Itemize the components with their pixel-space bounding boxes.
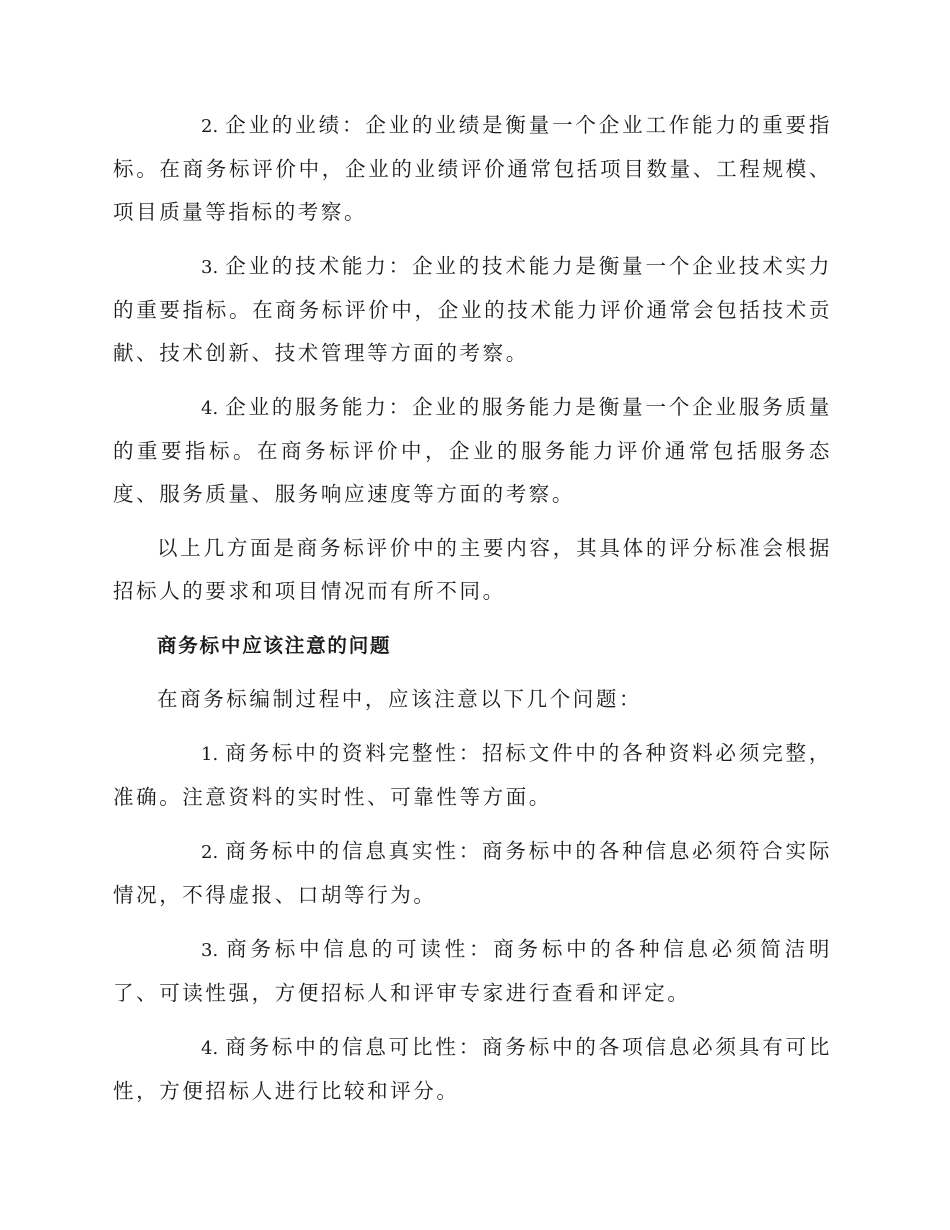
list-item-performance: [113, 104, 832, 234]
section-heading: 商务标中应该注意的问题: [157, 634, 392, 657]
list-number: 1.: [201, 744, 219, 765]
list-number: 4.: [201, 398, 219, 419]
list-number: 2.: [201, 116, 219, 137]
list-item-text: 企业的服务能力：企业的服务能力是衡量一个企业服务质量的重要指标。在商务标评价中，企业的服务能力评价通常包括服务态度、服务质量、服务响应速度等方面的考察。: [113, 395, 832, 506]
list-number: 3.: [201, 257, 219, 278]
intro-paragraph: 在商务标编制过程中，应该注意以下几个问题：: [157, 687, 643, 711]
list-item-comparability: [113, 1026, 832, 1113]
list-item-readability: [113, 928, 832, 1015]
list-item-text: 企业的业绩：企业的业绩是衡量一个企业工作能力的重要指标。在商务标评价中，企业的业绩评价通常包括项目数量、工程规模、项目质量等指标的考察。: [113, 113, 832, 224]
list-number: 3.: [201, 940, 219, 961]
list-item-text: 商务标中的信息真实性：商务标中的各种信息必须符合实际情况，不得虚报、口胡等行为。: [113, 839, 832, 907]
list-item-text: 商务标中的信息可比性：商务标中的各项信息必须具有可比性，方便招标人进行比较和评分。: [113, 1035, 832, 1103]
list-item-text: 商务标中信息的可读性：商务标中的各种信息必须简洁明了、可读性强，方便招标人和评审专家进行查看和评定。: [113, 937, 832, 1005]
list-item-technical-capability: [113, 245, 832, 375]
list-item-completeness: [113, 732, 832, 819]
list-item-text: 企业的技术能力：企业的技术能力是衡量一个企业技术实力的重要指标。在商务标评价中，企业的技术能力评价通常会包括技术贡献、技术创新、技术管理等方面的考察。: [113, 254, 832, 365]
summary-paragraph: 以上几方面是商务标评价中的主要内容，其具体的评分标准会根据招标人的要求和项目情况而有所不同。: [113, 536, 832, 603]
list-item-service-capability: [113, 386, 832, 516]
list-item-authenticity: [113, 830, 832, 917]
list-number: 2.: [201, 842, 219, 863]
list-number: 4.: [201, 1038, 219, 1059]
list-item-text: 商务标中的资料完整性：招标文件中的各种资料必须完整，准确。注意资料的实时性、可靠性等方面。: [113, 741, 832, 809]
